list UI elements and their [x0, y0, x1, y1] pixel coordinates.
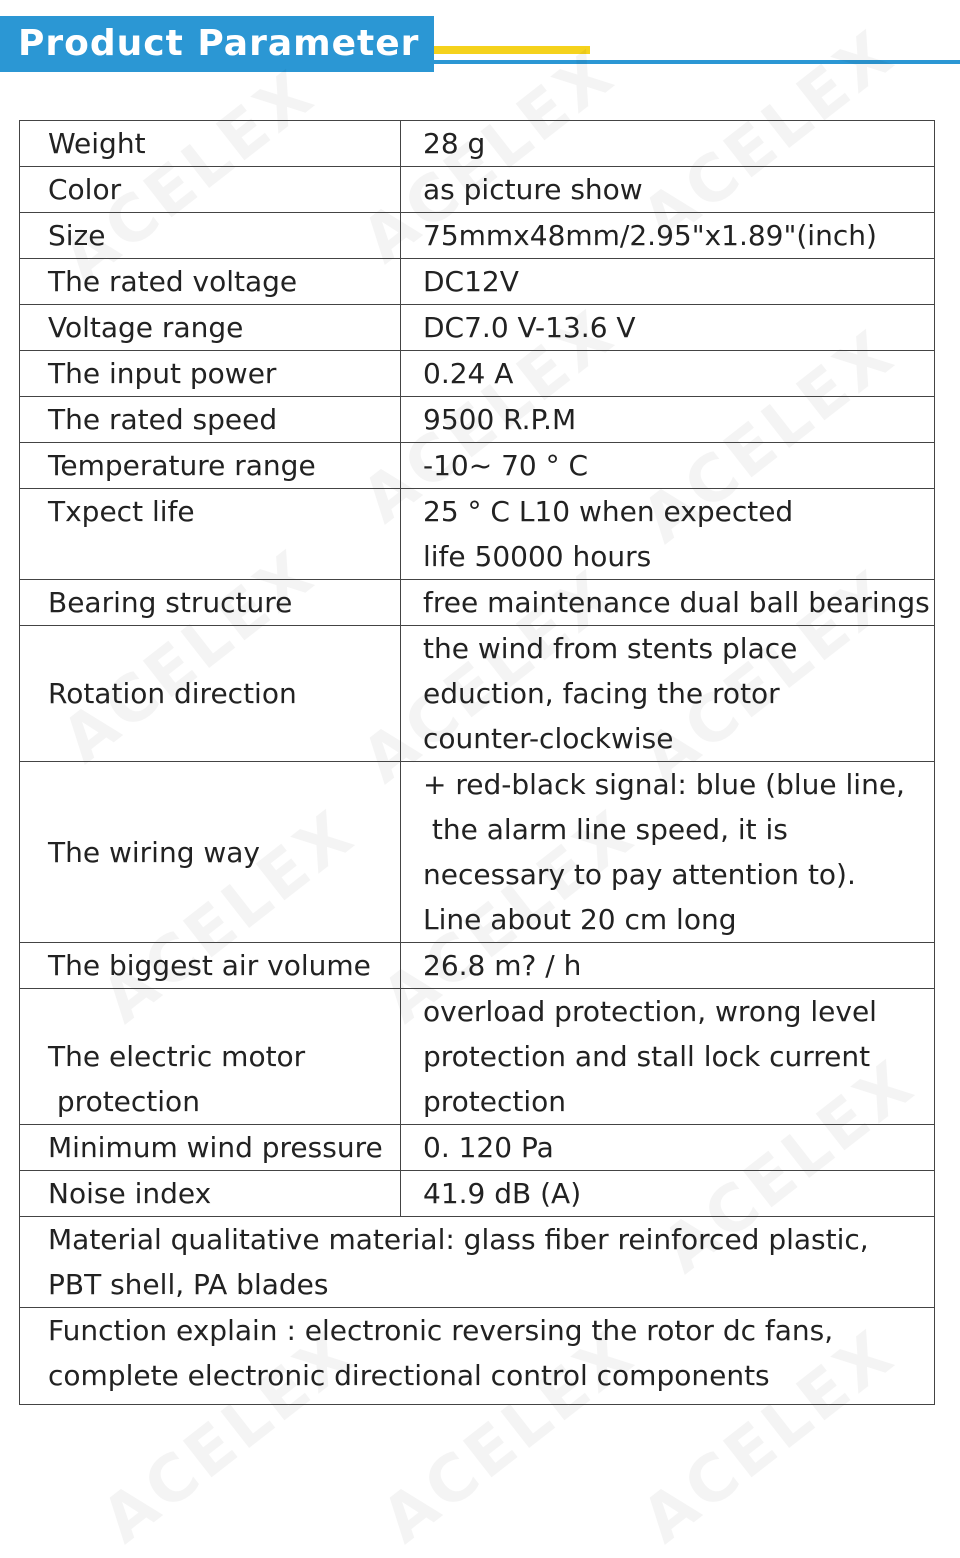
table-row	[20, 1171, 935, 1217]
table-row	[20, 259, 935, 305]
table-row	[20, 121, 935, 167]
header-title: Product Parameter	[18, 23, 420, 64]
param-value	[401, 580, 935, 626]
value-line: the alarm line speed, it is	[423, 813, 788, 846]
label-line: protection	[48, 1085, 200, 1118]
table-row	[20, 626, 935, 762]
param-value	[401, 943, 935, 989]
table-row	[20, 989, 935, 1125]
param-label	[20, 259, 401, 305]
table-row	[20, 1125, 935, 1171]
param-value	[401, 167, 935, 213]
param-label	[20, 626, 401, 762]
table-row	[20, 489, 935, 580]
value-line: -10~ 70 ° C	[423, 449, 589, 482]
label-text: Weight	[48, 127, 146, 160]
param-label	[20, 943, 401, 989]
text-line: PBT shell, PA blades	[48, 1268, 329, 1301]
param-label	[20, 121, 401, 167]
param-value	[401, 213, 935, 259]
param-label	[20, 1171, 401, 1217]
label-text: Rotation direction	[48, 677, 297, 710]
param-value	[401, 351, 935, 397]
param-label	[20, 1125, 401, 1171]
value-line: DC12V	[423, 265, 519, 298]
param-label	[20, 443, 401, 489]
param-value	[401, 121, 935, 167]
table-row	[20, 167, 935, 213]
value-line: 9500 R.P.M	[423, 403, 577, 436]
value-line: free maintenance dual ball bearings	[423, 586, 930, 619]
value-line: as picture show	[423, 173, 643, 206]
param-label	[20, 213, 401, 259]
param-value	[401, 489, 935, 580]
table-row	[20, 762, 935, 943]
param-label	[20, 989, 401, 1125]
param-value	[401, 626, 935, 762]
function-description	[20, 1308, 935, 1405]
parameter-table	[19, 120, 935, 1405]
label-text: Noise index	[48, 1177, 212, 1210]
param-label	[20, 305, 401, 351]
label-text: Temperature range	[48, 449, 316, 482]
value-line: 26.8 m? / h	[423, 949, 582, 982]
text-line: complete electronic directional control components	[48, 1359, 770, 1392]
param-value	[401, 443, 935, 489]
param-label	[20, 489, 401, 580]
value-line: the wind from stents place	[423, 632, 798, 665]
value-line: 0.24 A	[423, 357, 514, 390]
table-row-full	[20, 1217, 935, 1308]
label-text: The rated voltage	[48, 265, 298, 298]
param-value	[401, 305, 935, 351]
table-row	[20, 943, 935, 989]
param-value	[401, 259, 935, 305]
label-text: Color	[48, 173, 122, 206]
value-line: eduction, facing the rotor	[423, 677, 780, 710]
table-row	[20, 397, 935, 443]
param-label	[20, 580, 401, 626]
param-label	[20, 167, 401, 213]
value-line: 0. 120 Pa	[423, 1131, 554, 1164]
label-text: The biggest air volume	[48, 949, 371, 982]
value-line: protection	[423, 1085, 567, 1118]
param-label	[20, 351, 401, 397]
param-value	[401, 989, 935, 1125]
param-value	[401, 397, 935, 443]
param-value	[401, 1125, 935, 1171]
value-line: protection and stall lock current	[423, 1040, 871, 1073]
table-row	[20, 443, 935, 489]
table-row	[20, 213, 935, 259]
value-line: 28 g	[423, 127, 486, 160]
param-value	[401, 1171, 935, 1217]
material-description	[20, 1217, 935, 1308]
value-line: 75mmx48mm/2.95"x1.89"(inch)	[423, 219, 877, 252]
label-text: Bearing structure	[48, 586, 293, 619]
value-line: counter-clockwise	[423, 722, 674, 755]
value-line: necessary to pay attention to).	[423, 858, 856, 891]
value-line: 25 ° C L10 when expected	[423, 495, 794, 528]
value-line: life 50000 hours	[423, 540, 652, 573]
label-text: Size	[48, 219, 106, 252]
value-line: DC7.0 V-13.6 V	[423, 311, 636, 344]
label-text: The wiring way	[48, 835, 260, 869]
table-row-full	[20, 1308, 935, 1405]
table-row	[20, 580, 935, 626]
header-rule-yellow	[434, 46, 590, 54]
value-line: Line about 20 cm long	[423, 903, 737, 936]
table-row	[20, 351, 935, 397]
param-value	[401, 762, 935, 943]
label-text: Minimum wind pressure	[48, 1131, 383, 1164]
value-line: 41.9 dB (A)	[423, 1177, 582, 1210]
text-line: Function explain : electronic reversing the rotor dc fans,	[48, 1314, 834, 1347]
section-header	[0, 0, 960, 80]
label-text: The rated speed	[48, 403, 278, 436]
value-line: + red-black signal: blue (blue line,	[423, 768, 905, 801]
label-text: Voltage range	[48, 311, 244, 344]
label-text: The input power	[48, 357, 277, 390]
value-line: overload protection, wrong level	[423, 995, 877, 1028]
label-line: The electric motor	[48, 1040, 306, 1073]
label-text: Txpect life	[48, 495, 195, 528]
table-row	[20, 305, 935, 351]
header-rule-blue	[434, 60, 960, 64]
text-line: Material qualitative material: glass fiber reinforced plastic,	[48, 1223, 869, 1256]
param-label	[20, 762, 401, 943]
param-label	[20, 397, 401, 443]
